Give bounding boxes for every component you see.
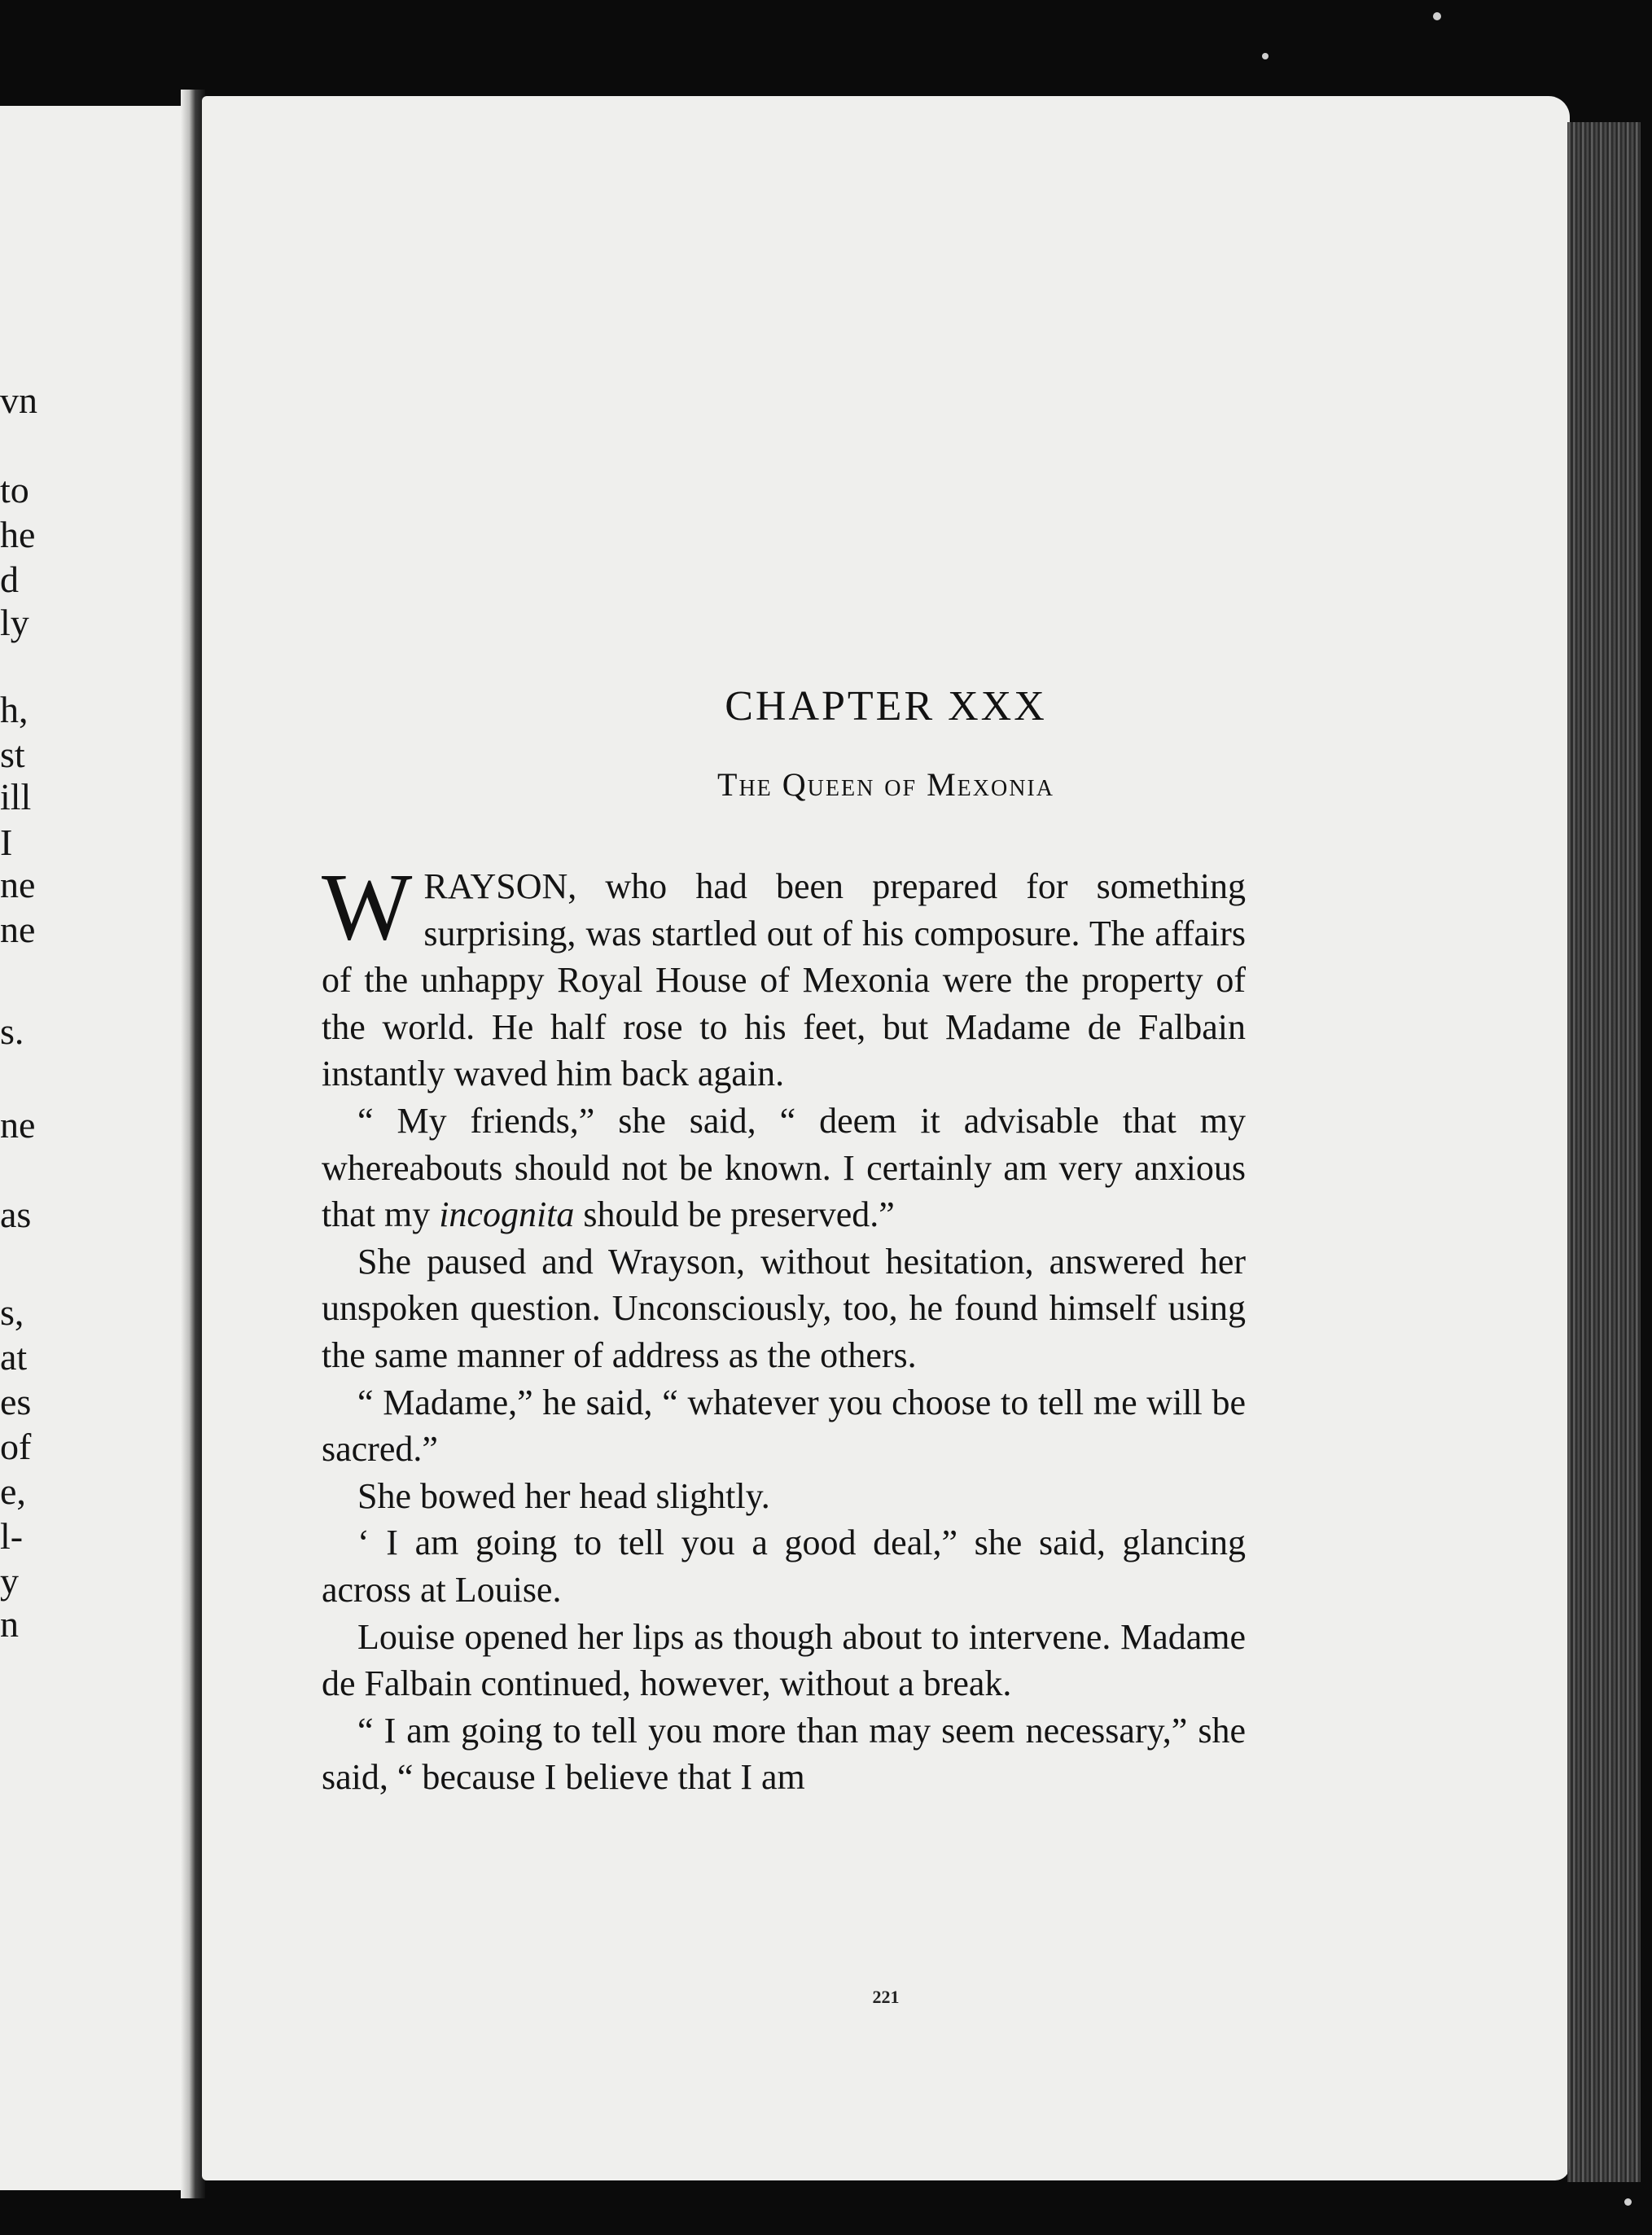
left-fragment: h, xyxy=(0,689,28,730)
left-fragment: ly xyxy=(0,602,29,643)
paragraph: “ Madame,” he said, “ whatever you choose to tell me will be sacred.” xyxy=(322,1382,1246,1470)
left-page xyxy=(0,106,183,2190)
left-fragment: es xyxy=(0,1381,32,1422)
paragraph: She bowed her head slightly. xyxy=(357,1475,770,1516)
dust-speck xyxy=(1624,2198,1632,2206)
paragraph-text: should be preserved.” xyxy=(574,1194,895,1235)
paragraph: “ I am going to tell you more than may seem necessary,” she said, “ because I believe that I am xyxy=(322,1710,1246,1798)
paragraph-text: who had been prepared for something surprising, was startled out of his composure. The affairs of the unhappy Royal House of Mexonia were the property of the world. He half rose to his feet, but Madame de Falbain instantly waved him back again. xyxy=(322,866,1246,1094)
left-fragment: ne xyxy=(0,1104,36,1146)
left-fragment: he xyxy=(0,514,36,555)
italic-word: incognita xyxy=(439,1194,575,1235)
page-block-edge xyxy=(1567,122,1641,2182)
left-fragment: vn xyxy=(0,379,37,421)
left-fragment: n xyxy=(0,1603,19,1645)
page-number: 221 xyxy=(872,1987,900,2007)
left-fragment: ne xyxy=(0,864,36,905)
left-fragment: s, xyxy=(0,1291,24,1333)
left-fragment: l- xyxy=(0,1515,24,1557)
left-fragment: ne xyxy=(0,909,36,950)
left-fragment: ill xyxy=(0,776,32,817)
left-fragment: y xyxy=(0,1560,19,1602)
paragraph: ‘ I am going to tell you a good deal,” she said, glancing across at Louise. xyxy=(322,1523,1246,1610)
left-fragment: of xyxy=(0,1426,32,1467)
paragraph: She paused and Wrayson, without hesitation, answered her unspoken question. Unconsciously, too, he found himself using the same manner of address as the others. xyxy=(322,1241,1246,1375)
paragraph xyxy=(322,853,1246,1098)
chapter-title: The Queen of Mexonia xyxy=(717,766,1054,803)
lead-in-caps: RAYSON, xyxy=(423,866,577,906)
dust-speck xyxy=(1433,12,1441,20)
body-text xyxy=(322,853,1246,1801)
dust-speck xyxy=(1262,53,1269,59)
left-fragment: e, xyxy=(0,1470,26,1512)
left-page-text-fragments xyxy=(0,106,183,2190)
paragraph: Louise opened her lips as though about to intervene. Madame de Falbain continued, however, without a break. xyxy=(322,1616,1246,1704)
drop-cap: W xyxy=(322,853,413,960)
left-fragment: at xyxy=(0,1336,28,1378)
left-fragment: I xyxy=(0,822,13,863)
chapter-heading: CHAPTER XXX xyxy=(725,683,1047,730)
paragraph-text: “ My friends,” she said, “ deem it advisable that my whereabouts should not be known. I certainly am very anxious that my xyxy=(322,1100,1246,1235)
left-fragment: d xyxy=(0,559,19,600)
left-fragment: as xyxy=(0,1194,32,1235)
left-fragment: to xyxy=(0,469,29,511)
paragraph xyxy=(322,1098,1246,1238)
left-fragment: s. xyxy=(0,1010,24,1052)
left-fragment: st xyxy=(0,734,25,775)
